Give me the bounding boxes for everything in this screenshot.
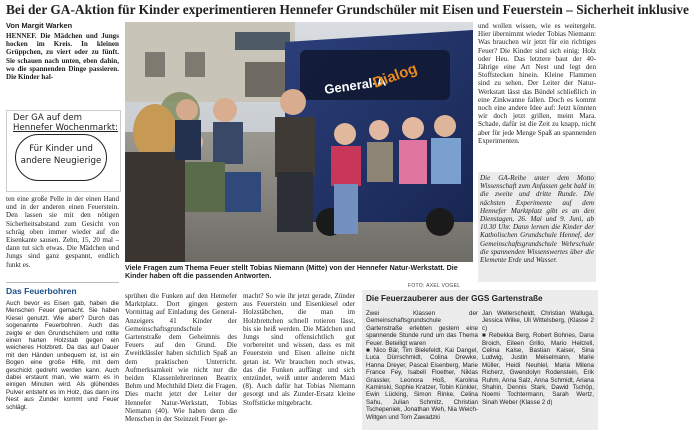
promo-oval: Für Kinder und andere Neugierige — [15, 134, 107, 181]
info-box-series: Die GA-Reihe unter dem Motto Wissenschaft zum Anfassen geht bald in die zweite und dritte Runde. Die nächsten Experimente auf dem Hennefer Marktplatz gibt es an den Dienstagen, 26. Mai und 9. Juni, ab 10.30 Uhr. Dann lernen die Kinder der Katholischen Grundschule Hennef, der Gemeinschaftsgrundschule Wehrschule die spannenden Wissenswertes über die Elemente Erde und Wasser. — [478, 172, 596, 282]
article-photo — [125, 22, 473, 262]
article-col-mid2: macht? So wie ihr jetzt gerade, Zünder aus Feuerstein und Eisenkiesel oder Holzstäbchen, die man im Holzbrettchen schnell rotieren lässt, bis sie heiß werden. Die Mädchen und Jungs sind offensichtlich gut vorbereitet und wissen, dass es mit Feuerstein und Eisen alleine nicht getan ist. Wir brauchen noch etwas, das die Funken auffängt und sich entzündet, weiß unter anderem Maxi (8). Auch dafür hat Tobias Niemann gesorgt und als Zunder-Ersatz kleine Stoffstücke mitgebracht. — [243, 292, 355, 407]
article-col-mid1: sprühen die Funken auf den Hennefer Marktplatz. Dort gingen gestern Vormittag auf Einladung des General-Anzeigers 41 Kinder der Gemeinschaftsgrundschule Gartenstraße dem Geheimnis des Feuers auf den Grund. Die Zweitklässler haben sichtlich Spaß an dem praktischen Unterricht. Aufmerksamkeit wie nicht nur die beiden Klassenlehrerinnen Beatrix Behm und Mechthild Dietz die Fragen. Dies macht jetzt der Leiter der Hennefer Natur-Werkstatt, Tobias Niemann (40). Wie haben denn die Menschen in der Steinzeit Feuer ge- — [125, 292, 237, 424]
bus-lettering-2: Dialog — [370, 60, 420, 92]
section-title-feuerbohren: Das Feuerbohren — [6, 286, 77, 296]
headline: Bei der GA-Aktion für Kinder experimentieren Hennefer Grundschüler mit Eisen und Feuerstein – Sicherheit inklusive — [6, 2, 689, 17]
bottom-box-title: Die Feuerzauberer aus der GGS Gartenstraße — [366, 294, 543, 303]
bottom-box-col1: Zwei Klassen der Gemeinschaftsgrundschule Gartenstraße erlebten gestern eine spannende Stunde rund um das Thema Feuer. Beteiligt waren ■ Nico Bär, Tim Bielefeldt, Kai Dangel, Luca Dürrschmidt, Colina Drewke, Hanna Dreyer, Pascal Eisenberg, Marie France Fey, Isabell Floether, Niklas Grassler, Leonora Hoß, Karolina Kaminski, Sophie Kratzer, Tobin Künkler, Ewin Lücking, Simon Rinke, Celina Sahu, Julian Schmitz, Christian Tschepeniek, Jonathan Weh, Nia Weich-Wiltgen und Tom Zawadzki — [366, 310, 478, 421]
section-body-feuerbohren: Auch bevor es Eisen gab, haben die Menschen Feuer gemacht. Sie haben Kiesel genutzt. Wie aber? Durch das sogenannte Feuerbohren. Auch das zeigte er den Grundschülern und rollte einen harten Holzstab gegen ein weicheres Holzbrett. Da das auf Dauer mit den Händen unbequem ist, ist ein Bogen eine große Hilfe, mit dem geschickt gedreht werden kann. Auch dabei erstaunt man, wie warm es in einigen Minuten wird. Als glühendes Pulver entsteht es im Holz, das dann ins Nest aus Zunder kommt und Feuer schlägt. — [6, 300, 119, 411]
divider — [6, 282, 119, 283]
promo-line-1: Der GA auf dem Hennefer Wochenmarkt: — [13, 113, 119, 133]
bus-lettering-1: General-A — [323, 73, 387, 97]
article-col1-lead: HENNEF. Die Mädchen und Jungs hocken im Kreis. In kleinen Grüppchen, zu viert oder zu fünft. Sie schauen nach unten, eben dahin, wo die spannenden Dinge passieren. Die Kinder hal- — [6, 32, 119, 82]
article-col-right: und wollen wissen, wie es weitergeht. Hier übernimmt wieder Tobias Niemann: Was brauchen wir jetzt für ein richtiges Feuer? Die Kinder sind sich einig: Holz oder Heu. Das letztere baut der 40-Jährige eine Art Nest und legt den Stoffstecken hinein. Kleine Flammen sind zu sehen. Der Leiter der Natur-Werkstatt lässt das Bündel schließlich in eine Zinkwanne fallen. Doch es kommt noch eine andere Idee auf: Jetzt könnten wir doch jetzt grillen, meint Mara. Schade, dafür ist die Zeit zu knapp, nicht aber für jede Menge Spaß an spannenden Experimenten. — [478, 22, 596, 145]
photo-illustration — [125, 22, 473, 262]
photo-caption: Viele Fragen zum Thema Feuer stellt Tobias Niemann (Mitte) von der Hennefer Natur-Werkstatt. Die Kinder haben oft die passenden Antworten. — [125, 264, 458, 281]
photo-credit: FOTO: AXEL VOGEL — [408, 283, 461, 289]
byline: Von Margit Warken — [6, 21, 73, 30]
bottom-box-col2: Jan Wellerscheidt, Christian Walluga, Jessica Wilke, Uli Wittelsberg, (Klasse 2 c) ■ Rebekka Berg, Robert Bohnes, Dana Broich, Eileen Grillo, Mario Heitzell, Celina Kalse, Bastian Kaiser, Sina Ludwig, Justin Meiselmann, Marie Müller, Heidi Neuhlel, Maria Milena Richerz, Gwendolyn Rodenstein, Erik Ruhm, Anna Salz, Anna Schmidt, Ariana Shahin, Dennis Stark, Dawid Tschöp, Noemi Tochtermann, Sarah Wertz, Sinah Weber (Klasse 2 d) — [482, 310, 594, 406]
article-col1-body: ten eine große Pelle in der einen Hand und in der anderen einen Feuerstein. Den lassen sie mit den nötigen Sicherheitsabstand zum Gesicht von schräg oben immer wieder auf die Eisenkante sausen. Zehn, 15, 20 mal – dann tut sich etwas. Die Mädchen und Jungs sind ganz gespannt, endlich funkt es. — [6, 195, 119, 269]
promo-box — [6, 110, 121, 192]
